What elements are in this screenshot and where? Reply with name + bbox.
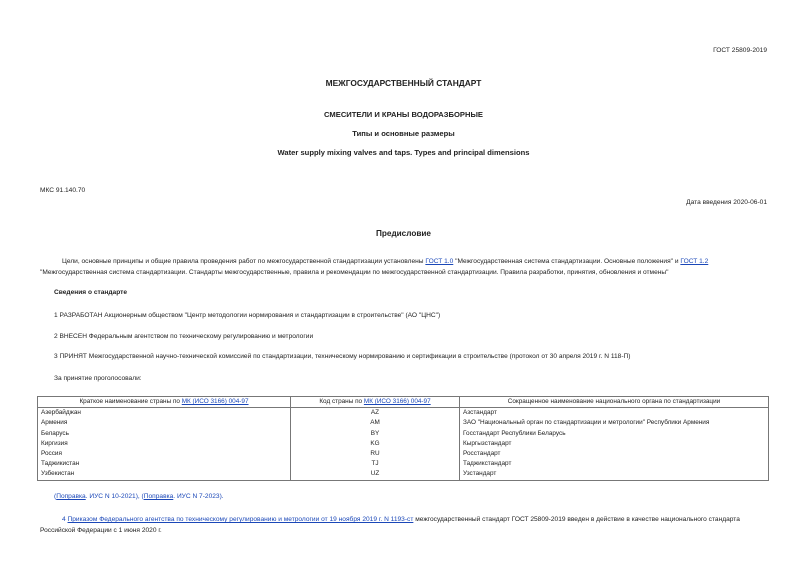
cell-national-body: ЗАО "Национальный орган по стандартизации и метрологии" Республики Армения xyxy=(460,418,769,428)
cell-code: UZ xyxy=(291,469,460,480)
cell-code: TJ xyxy=(291,459,460,469)
cell-code: AZ xyxy=(291,408,460,419)
header-text: Код страны по xyxy=(319,398,364,405)
standard-type-heading: МЕЖГОСУДАРСТВЕННЫЙ СТАНДАРТ xyxy=(325,78,482,88)
paragraph-text: межгосударственный стандарт ГОСТ 25809-2019 введен в действие в качестве национального стандарта Российской Федерации с 1 июня 2020 г. xyxy=(40,516,740,534)
cell-national-body: Азстандарт xyxy=(460,408,769,419)
item-submitted-by: 2 ВНЕСЕН Федеральным агентством по техническому регулированию и метрологии xyxy=(54,333,314,340)
column-header-national-body: Сокращенное наименование национального органа по стандартизации xyxy=(460,397,769,408)
cell-code: BY xyxy=(291,429,460,439)
mk-iso-3166-link[interactable]: МК (ИСО 3166) 004-97 xyxy=(181,398,249,405)
header-text: Краткое наименование страны по xyxy=(79,398,182,405)
gost-1-0-link[interactable]: ГОСТ 1.0 xyxy=(425,258,454,265)
mk-iso-3166-link[interactable]: МК (ИСО 3166) 004-97 xyxy=(363,398,431,405)
document-subtitle: Типы и основные размеры xyxy=(352,129,455,138)
cell-country: Таджикистан xyxy=(38,459,291,469)
cell-code: KG xyxy=(291,439,460,449)
amendment-link-1[interactable]: Поправка xyxy=(56,493,86,500)
cell-national-body: Узстандарт xyxy=(460,469,769,480)
table-row xyxy=(38,459,769,469)
document-title-english: Water supply mixing valves and taps. Types and principal dimensions xyxy=(277,148,530,157)
item-adopted-by: 3 ПРИНЯТ Межгосударственной научно-технической комиссией по стандартизации, техническому нормированию и сертификации в строительстве (протокол от 30 апреля 2019 г. N 118-П) xyxy=(54,353,631,360)
introduction-date: Дата введения 2020-06-01 xyxy=(686,199,767,206)
item-voted-for: За принятие проголосовали: xyxy=(54,375,142,382)
cell-code: RU xyxy=(291,449,460,459)
cell-country: Беларусь xyxy=(38,429,291,439)
cell-national-body: Госстандарт Республики Беларусь xyxy=(460,429,769,439)
paragraph-text: "Межгосударственная система стандартизации. Стандарты межгосударственные, правила и рекомендации по межгосударственной стандартизации. Правила разработки, принятия, обновления и отмены" xyxy=(40,268,669,276)
paragraph-number: 4 xyxy=(62,516,68,523)
gost-1-2-link[interactable]: ГОСТ 1.2 xyxy=(680,258,709,265)
amendment-link-2[interactable]: Поправка xyxy=(143,493,174,500)
cell-country: Россия xyxy=(38,449,291,459)
order-link[interactable]: Приказом Федерального агентства по техническому регулированию и метрологии от 19 ноября 2019 г. N 1193-ст xyxy=(67,516,414,523)
cell-national-body: Росстандарт xyxy=(460,449,769,459)
document-code: ГОСТ 25809-2019 xyxy=(713,47,767,54)
cell-country: Узбекистан xyxy=(38,469,291,480)
table-row xyxy=(38,429,769,439)
document-title: СМЕСИТЕЛИ И КРАНЫ ВОДОРАЗБОРНЫЕ xyxy=(324,110,483,119)
amend-text: . ИУС N 7-2023). xyxy=(173,493,224,500)
paragraph-text: "Межгосударственная система стандартизации. Основные положения" и xyxy=(453,258,681,265)
cell-code: AM xyxy=(291,418,460,428)
paragraph-text: Цели, основные принципы и общие правила проведения работ по межгосударственной стандартизации установлены xyxy=(62,258,426,265)
cell-country: Азербайджан xyxy=(38,408,291,419)
cell-country: Киргизия xyxy=(38,439,291,449)
mks-code: МКС 91.140.70 xyxy=(40,187,86,194)
column-header-code xyxy=(291,397,460,408)
cell-national-body: Кыргызстандарт xyxy=(460,439,769,449)
cell-national-body: Таджикстандарт xyxy=(460,459,769,469)
table-row xyxy=(38,469,769,480)
voting-countries-table xyxy=(37,396,769,481)
amend-text: ( xyxy=(54,493,57,500)
table-row xyxy=(38,449,769,459)
table-row xyxy=(38,418,769,428)
cell-country: Армения xyxy=(38,418,291,428)
amend-text: . ИУС N 10-2021), ( xyxy=(85,493,144,500)
column-header-country xyxy=(38,397,291,408)
foreword-paragraph xyxy=(40,257,772,278)
table-row xyxy=(38,408,769,419)
table-row xyxy=(38,439,769,449)
foreword-heading: Предисловие xyxy=(376,229,431,238)
enactment-paragraph xyxy=(40,515,772,536)
amendments-note xyxy=(54,493,224,500)
item-developed-by: 1 РАЗРАБОТАН Акционерным обществом "Центр методологии нормирования и стандартизации в строительстве" (АО "ЦНС") xyxy=(54,312,441,319)
table-header-row xyxy=(38,397,769,408)
standard-info-heading: Сведения о стандарте xyxy=(54,289,128,296)
